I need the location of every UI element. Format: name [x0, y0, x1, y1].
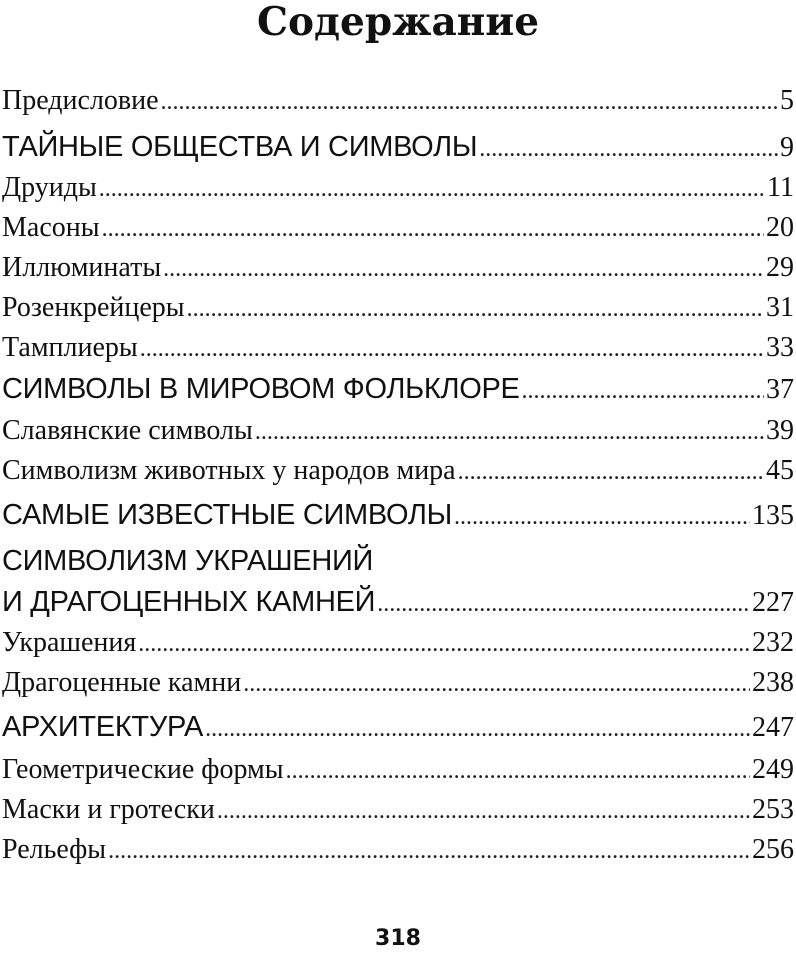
- toc-entry: [2, 666, 794, 701]
- dot-leader: [255, 415, 764, 449]
- toc-section-entry: [2, 584, 794, 622]
- toc-entry: [2, 84, 794, 119]
- toc-entry-page: 31: [766, 292, 794, 323]
- toc-entry: [2, 454, 794, 489]
- toc-entry-page: 238: [752, 667, 794, 698]
- toc-entry-label: Украшения: [2, 627, 137, 658]
- toc-section-label: АРХИТЕКТУРА: [2, 711, 204, 743]
- dot-leader: [205, 711, 750, 747]
- toc-section-label: И ДРАГОЦЕННЫХ КАМНЕЙ: [2, 586, 376, 618]
- toc-entry: [2, 251, 794, 286]
- toc-entry-page: 5: [780, 85, 794, 116]
- toc-entry-label: Геометрические формы: [2, 754, 284, 785]
- toc-section-label: САМЫЕ ИЗВЕСТНЫЕ СИМВОЛЫ: [2, 499, 452, 531]
- toc-entry-label: Символизм животных у народов мира: [2, 455, 456, 486]
- toc-entry: [2, 171, 794, 206]
- dot-leader: [99, 172, 765, 206]
- dot-leader: [108, 834, 750, 868]
- toc-entry-label: Розенкрейцеры: [2, 292, 185, 323]
- dot-leader: [243, 667, 750, 701]
- dot-leader: [286, 754, 750, 788]
- toc-section-entry: [2, 371, 794, 409]
- toc-entry-page: 29: [766, 252, 794, 283]
- toc-entry-page: 253: [752, 794, 794, 825]
- dot-leader: [187, 292, 764, 326]
- toc-entry-page: 11: [767, 172, 794, 203]
- toc-entry: [2, 753, 794, 788]
- toc-entry-page: 227: [752, 587, 794, 618]
- toc-entry-page: 256: [752, 834, 794, 865]
- toc-entry-page: 135: [752, 500, 794, 531]
- dot-leader: [377, 586, 750, 622]
- toc-entry-label: Предисловие: [2, 85, 159, 116]
- toc-entry-page: 45: [766, 455, 794, 486]
- dot-leader: [140, 332, 764, 366]
- toc-entry: [2, 331, 794, 366]
- toc-section-label-line1: СИМВОЛИЗМ УКРАШЕНИЙ: [2, 545, 374, 577]
- dot-leader: [102, 212, 764, 246]
- toc-entry: [2, 626, 794, 661]
- toc-entry-label: Тамплиеры: [2, 332, 138, 363]
- dot-leader: [161, 85, 778, 119]
- toc-entry-page: 37: [766, 374, 794, 405]
- dot-leader: [217, 794, 750, 828]
- toc-entry-page: 33: [766, 332, 794, 363]
- dot-leader: [454, 499, 750, 535]
- toc-entry-page: 39: [766, 415, 794, 446]
- toc-entry-page: 232: [752, 627, 794, 658]
- toc-entry: [2, 833, 794, 868]
- toc-entry-label: Масоны: [2, 212, 100, 243]
- toc-entry-page: 249: [752, 754, 794, 785]
- toc-entry-label: Друиды: [2, 172, 97, 203]
- toc-entry: [2, 211, 794, 246]
- toc-entry-label: Маски и гротески: [2, 794, 215, 825]
- toc-section-entry: [2, 129, 794, 167]
- dot-leader: [138, 627, 750, 661]
- page-title: Содержание: [256, 0, 540, 45]
- toc-entry: [2, 793, 794, 828]
- toc-section-label: ТАЙНЫЕ ОБЩЕСТВА И СИМВОЛЫ: [2, 131, 478, 163]
- toc-entry-page: 247: [752, 712, 794, 743]
- toc-entry-label: Иллюминаты: [2, 252, 162, 283]
- toc-section-entry: [2, 709, 794, 747]
- dot-leader: [522, 373, 764, 409]
- toc-entry-page: 9: [780, 132, 794, 163]
- toc-entry-label: Рельефы: [2, 834, 107, 865]
- toc-entry-page: 20: [766, 212, 794, 243]
- toc-entry: [2, 414, 794, 449]
- page-number: 318: [375, 926, 421, 951]
- toc-entry-label: Драгоценные камни: [2, 667, 242, 698]
- toc-section-label: СИМВОЛЫ В МИРОВОМ ФОЛЬКЛОРЕ: [2, 373, 520, 405]
- dot-leader: [458, 455, 764, 489]
- toc-entry: [2, 291, 794, 326]
- dot-leader: [163, 252, 764, 286]
- toc-entry-label: Славянские символы: [2, 415, 253, 446]
- toc-section-entry: [2, 497, 794, 535]
- dot-leader: [479, 131, 778, 167]
